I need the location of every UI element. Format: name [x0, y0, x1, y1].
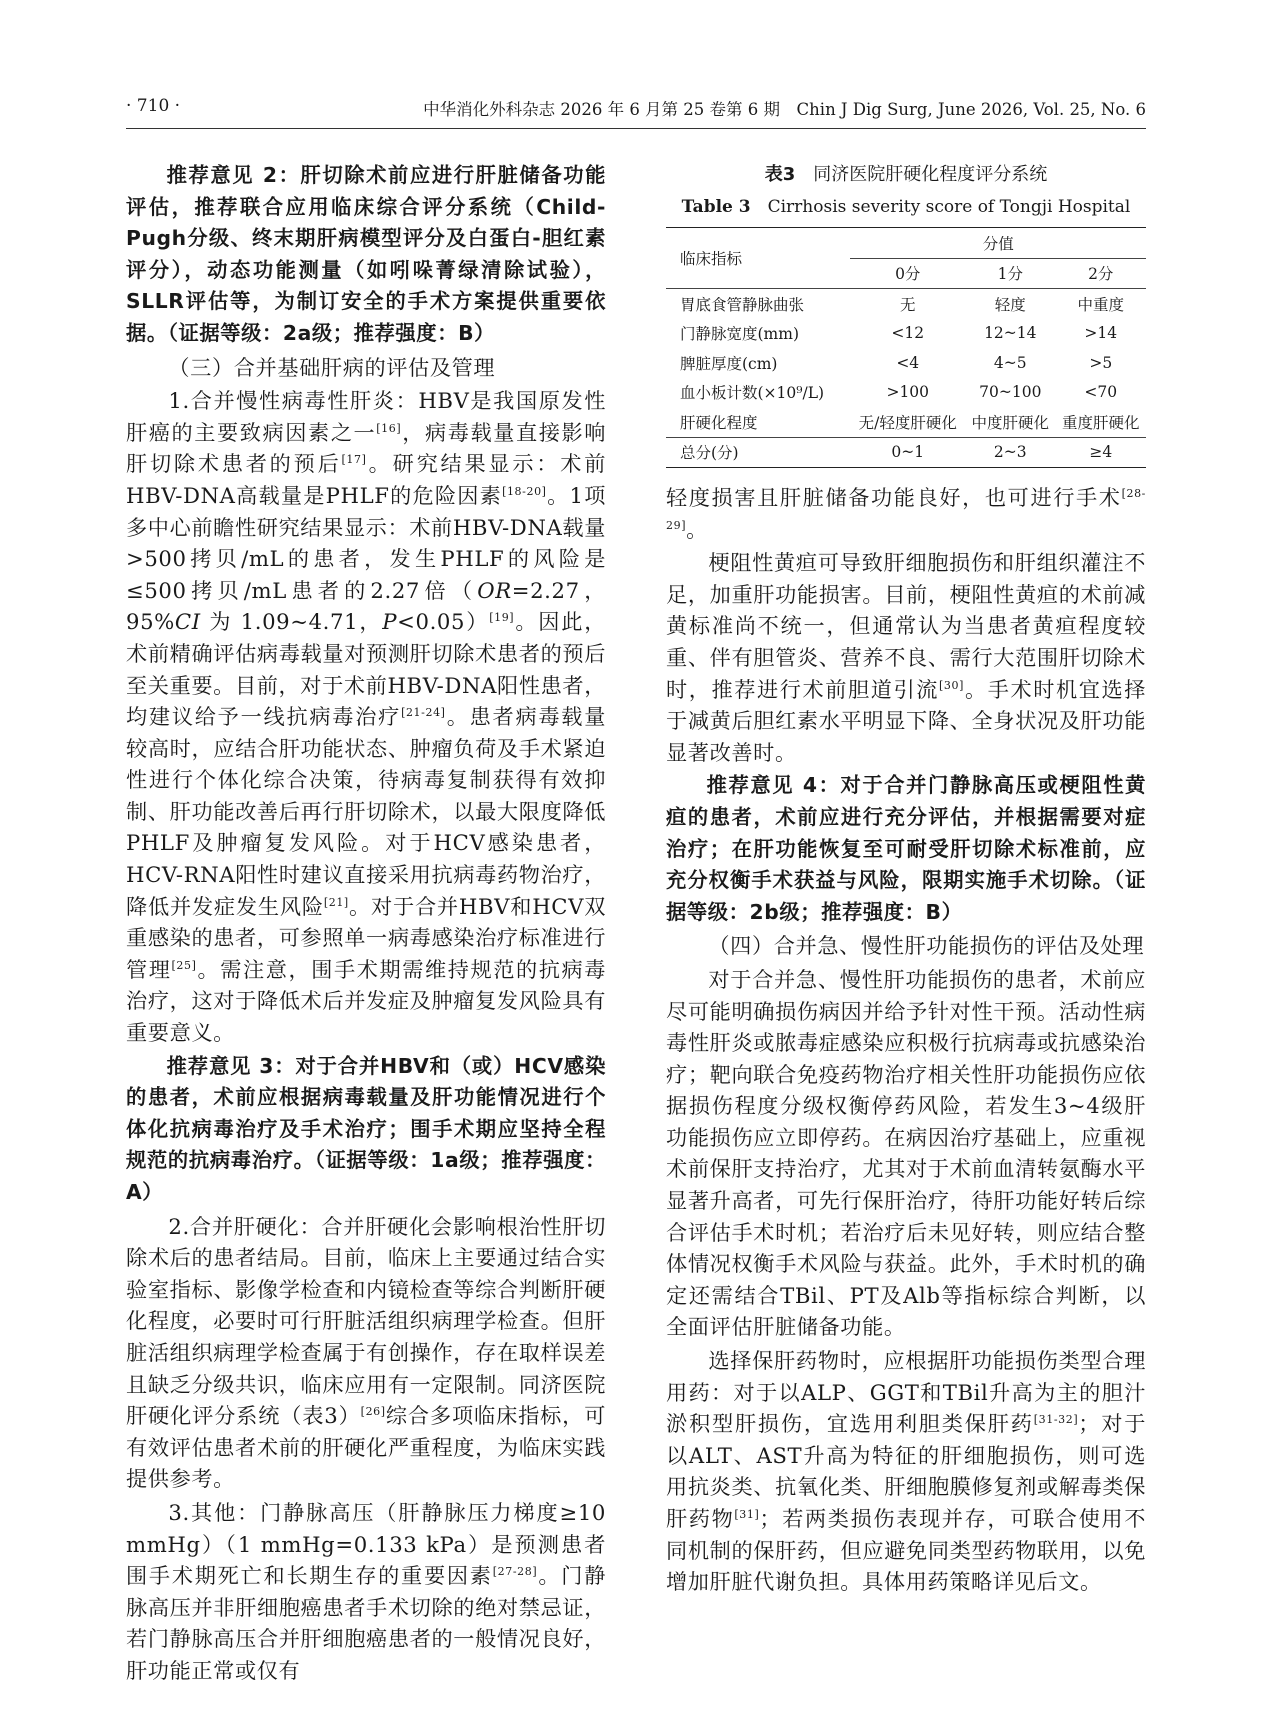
table-title-en: Table 3 Cirrhosis severity score of Tongji Hospital	[681, 197, 1131, 217]
table-row: 血小板计数(×10⁹/L) >100 70~100 <70	[680, 383, 1118, 403]
citation: [27-28]	[492, 1565, 538, 1579]
table-row: 门静脉宽度(mm) <12 12~14 >14	[680, 324, 1118, 344]
citation: [31-32]	[1033, 1413, 1079, 1427]
citation: [18-20]	[502, 484, 547, 498]
recommendation-3: 推荐意见 3：对于合并HBV和（或）HCV感染的患者，术前应根据病毒载量及肝功能情况进行个体化抗病毒治疗及手术治疗；围手术期应坚持全程规范的抗病毒治疗。（证据等级：1a级；推荐强度：A）	[126, 1053, 606, 1204]
recommendation-2: 推荐意见 2：肝切除术前应进行肝脏储备功能评估，推荐联合应用临床综合评分系统（Child-Pugh分级、终末期肝病模型评分及白蛋白-胆红素评分），动态功能测量（如吲哚菁绿清除试验），SLLR评估等，为制订安全的手术方案提供重要依据。（证据等级：2a级；推荐强度：B）	[126, 163, 606, 345]
paragraph-hepatoprotective: 选择保肝药物时，应根据肝功能损伤类型合理用药：对于以ALP、GGT和TBil升高为主的胆汁淤积型肝损伤，宜选用利胆类保肝药[31-32]；对于以ALT、AST升高为特征的肝细胞损伤，则可选用抗炎类、抗氧化类、肝细胞膜修复剂或解毒类保肝药物[31]；若两类损伤表现并存，可联合使用不同机制的保肝药，但应避免同类型药物联用，以免增加肝脏代谢负担。具体用药策略详见后文。	[666, 1348, 1146, 1595]
column-header-score: 分值	[850, 228, 1146, 259]
cirrhosis-score-table	[666, 227, 1146, 468]
page-number: · 710 ·	[126, 96, 181, 116]
citation: [21-24]	[401, 706, 446, 720]
citation: [31]	[734, 1507, 760, 1521]
paragraph-liver-injury: 对于合并急、慢性肝功能损伤的患者，术前应尽可能明确损伤病因并给予针对性干预。活动性病毒性肝炎或脓毒症感染应积极行抗病毒或抗感染治疗；靶向联合免疫药物治疗相关性肝功能损伤应依据损伤程度分级权衡停药风险，若发生3~4级肝功能损伤应立即停药。在病因治疗基础上，应重视术前保肝支持治疗，尤其对于术前血清转氨酶水平显著升高者，可先行保肝治疗，待肝功能好转后综合评估手术时机；若治疗后未见好转，则应结合整体情况权衡手术风险与获益。此外，手术时机的确定还需结合TBil、PT及Alb等指标综合判断，以全面评估肝脏储备功能。	[666, 966, 1146, 1340]
table-row-total: 总分(分) 0~1 2~3 ≥4	[666, 437, 1146, 468]
citation: [25]	[171, 958, 197, 972]
citation: [30]	[939, 678, 964, 692]
column-header-0: 0分	[850, 258, 965, 289]
paragraph-continuation: 轻度损害且肝脏储备功能良好，也可进行手术[28-29]。	[666, 485, 1146, 542]
section-heading-3: （三）合并基础肝病的评估及管理	[168, 354, 496, 380]
paragraph-portal-hypertension: 3.其他：门静脉高压（肝静脉压力梯度≥10 mmHg）（1 mmHg=0.133 kPa）是预测患者围手术期死亡和长期生存的重要因素[27-28]。门静脉高压并非肝细胞癌患者手术切除的绝对禁忌证，若门静脉高压合并肝细胞癌患者的一般情况良好，肝功能正常或仅有	[126, 1499, 606, 1683]
recommendation-4: 推荐意见 4：对于合并门静脉高压或梗阻性黄疸的患者，术前应进行充分评估，并根据需要对症治疗；在肝功能恢复至可耐受肝切除术标准前，应充分权衡手术获益与风险，限期实施手术切除。（证据等级：2b级；推荐强度：B）	[666, 773, 1146, 924]
table-title-cn: 表3 同济医院肝硬化程度评分系统	[764, 164, 1048, 185]
table-3	[666, 160, 1146, 468]
running-header	[126, 94, 1146, 129]
paragraph-viral-hepatitis: 1.合并慢性病毒性肝炎：HBV是我国原发性肝癌的主要致病因素之一[16]，病毒载量直接影响肝切除术患者的预后[17]。研究结果显示：术前HBV-DNA高载量是PHLF的危险因素[18-20]。1项多中心前瞻性研究结果显示：术前HBV-DNA载量>500拷贝/mL的患者，发生PHLF的风险是≤500拷贝/mL患者的2.27倍（OR=2.27，95%CI 为 1.09~4.71，P<0.05）[19]。因此，术前精确评估病毒载量对预测肝切除术患者的预后至关重要。目前，对于术前HBV-DNA阳性患者，均建议给予一线抗病毒治疗[21-24]。患者病毒载量较高时，应结合肝功能状态、肿瘤负荷及手术紧迫性进行个体化综合决策，待病毒复制获得有效抑制、肝功能改善后再行肝切除术，以最大限度降低PHLF及肿瘤复发风险。对于HCV感染患者，HCV-RNA阳性时建议直接采用抗病毒药物治疗，降低并发症发生风险[21]。对于合并HBV和HCV双重感染的患者，可参照单一病毒感染治疗标准进行管理[25]。需注意，围手术期需维持规范的抗病毒治疗，这对于降低术后并发症及肿瘤复发风险具有重要意义。	[126, 388, 607, 1046]
citation: [28-29]	[666, 486, 1146, 532]
journal-running-head: 中华消化外科杂志 2026 年 6 月第 25 卷第 6 期 Chin J Dig Surg, June 2026, Vol. 25, No. 6	[423, 100, 1146, 119]
paragraph-cirrhosis: 2.合并肝硬化：合并肝硬化会影响根治性肝切除术后的患者结局。目前，临床上主要通过结合实验室指标、影像学检查和内镜检查等综合判断肝硬化程度，必要时可行肝脏活组织病理学检查。但肝脏活组织病理学检查属于有创操作，存在取样误差且缺乏分级共识，临床应用有一定限制。同济医院肝硬化评分系统（表3）[26]综合多项临床指标，可有效评估患者术前的肝硬化严重程度，为临床实践提供参考。	[126, 1213, 606, 1492]
right-column	[666, 160, 1146, 1600]
citation: [16]	[376, 421, 402, 435]
citation: [21]	[323, 895, 349, 909]
paragraph-jaundice: 梗阻性黄疸可导致肝细胞损伤和肝组织灌注不足，加重肝功能损害。目前，梗阻性黄疸的术前减黄标准尚不统一，但通常认为当患者黄疸程度较重、伴有胆管炎、营养不良、需行大范围肝切除术时，推荐进行术前胆道引流[30]。手术时机宜选择于减黄后胆红素水平明显下降、全身状况及肝功能显著改善时。	[666, 550, 1147, 765]
table-row: 脾脏厚度(cm) <4 4~5 >5	[680, 353, 1113, 373]
citation: [26]	[360, 1405, 386, 1419]
left-column	[126, 160, 606, 1689]
column-header-2: 2分	[1056, 258, 1146, 289]
citation: [19]	[489, 611, 515, 625]
column-header-indicator: 临床指标	[666, 228, 850, 289]
section-heading-4: （四）合并急、慢性肝功能损伤的评估及处理	[708, 933, 1145, 959]
citation: [17]	[341, 453, 367, 467]
column-header-1: 1分	[965, 258, 1055, 289]
table-row: 胃底食管静脉曲张 无 轻度 中重度	[680, 295, 1125, 314]
table-row: 肝硬化程度 无/轻度肝硬化 中度肝硬化 重度肝硬化	[680, 413, 1140, 432]
